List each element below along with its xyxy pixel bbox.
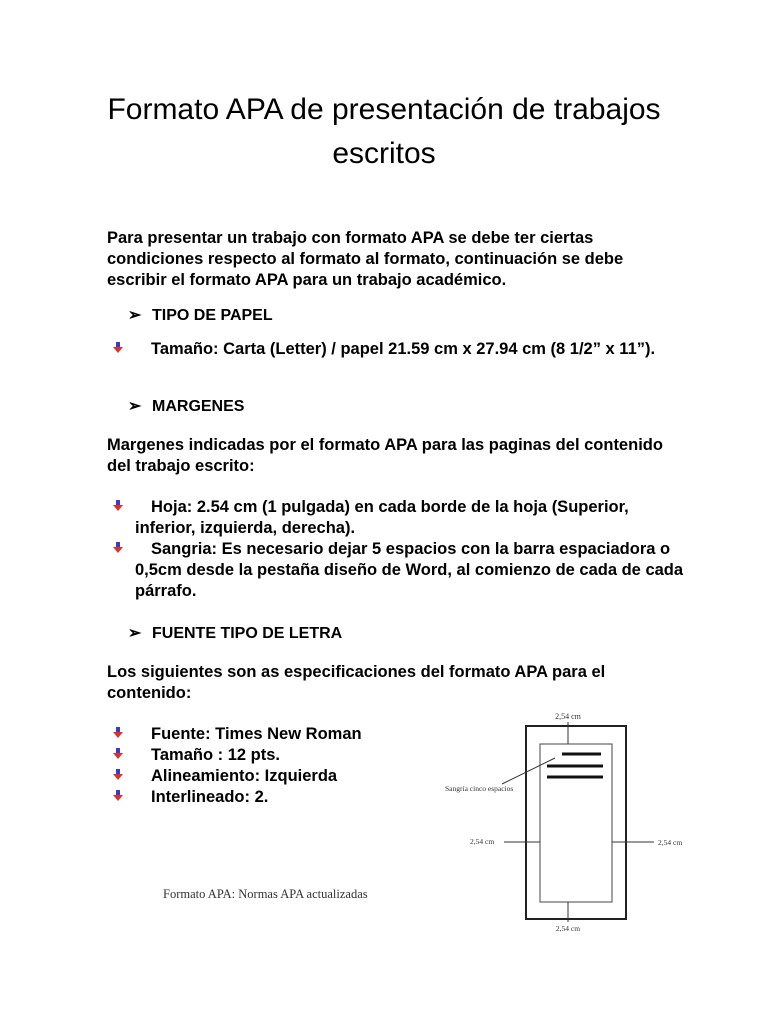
fuente-paragraph: Los siguientes son as especificaciones del formato APA para el contenido:	[107, 663, 606, 702]
bullet-item	[113, 339, 693, 360]
arrow-down-bullet-icon	[113, 748, 123, 760]
arrow-down-bullet-icon	[113, 769, 123, 781]
top-margin-label: 2,54 cm	[555, 712, 581, 721]
bottom-margin-label: 2,54 cm	[555, 924, 581, 933]
intro-paragraph: Para presentar un trabajo con formato APA se debe ter ciertas condiciones respecto al formato al formato, continuación se debe escribir el formato APA para un trabajo académico.	[107, 229, 624, 289]
arrow-right-icon: ➢	[128, 625, 142, 642]
right-margin-label: 2,54 cm	[658, 838, 683, 847]
heading-label: MARGENES	[152, 398, 245, 415]
bullet-text: Interlineado: 2.	[151, 788, 269, 806]
arrow-down-bullet-icon	[113, 342, 123, 354]
arrow-right-icon: ➢	[128, 398, 142, 415]
arrow-down-bullet-icon	[113, 542, 123, 554]
margenes-paragraph: Margenes indicadas por el formato APA para las paginas del contenido del trabajo escrito:	[107, 436, 663, 475]
bullet-text: Alineamiento: Izquierda	[151, 767, 338, 785]
bullet-text: Tamaño : 12 pts.	[151, 746, 280, 764]
content-area	[540, 744, 612, 902]
bullet-item	[113, 497, 693, 539]
bullet-text: Sangria: Es necesario dejar 5 espacios con la barra espaciadora o 0,5cm desde la pestaña diseño de Word, al comienzo de cada de cada párrafo.	[135, 540, 684, 600]
heading-tipo-de-papel	[128, 305, 273, 326]
bullet-text: Hoja: 2.54 cm (1 pulgada) en cada borde de la hoja (Superior, inferior, izquierda, derecha).	[135, 498, 629, 537]
heading-margenes	[128, 396, 244, 417]
margins-diagram	[440, 706, 690, 936]
arrow-down-bullet-icon	[113, 727, 123, 739]
bullet-item	[113, 539, 693, 602]
bullet-text: Tamaño: Carta (Letter) / papel 21.59 cm x 27.94 cm (8 1/2” x 11”).	[151, 340, 656, 358]
document-title: Formato APA de presentación de trabajos escritos	[107, 93, 661, 170]
bullet-text: Fuente: Times New Roman	[151, 725, 362, 743]
heading-fuente-tipo-de-letra	[128, 623, 342, 644]
arrow-right-icon: ➢	[128, 307, 142, 324]
heading-label: FUENTE TIPO DE LETRA	[152, 625, 343, 642]
left-margin-label: 2,54 cm	[470, 837, 495, 846]
indent-label: Sangría cinco espacios	[445, 784, 514, 793]
heading-label: TIPO DE PAPEL	[152, 307, 273, 324]
arrow-down-bullet-icon	[113, 790, 123, 802]
figure-caption: Formato APA: Normas APA actualizadas	[163, 887, 368, 901]
arrow-down-bullet-icon	[113, 500, 123, 512]
